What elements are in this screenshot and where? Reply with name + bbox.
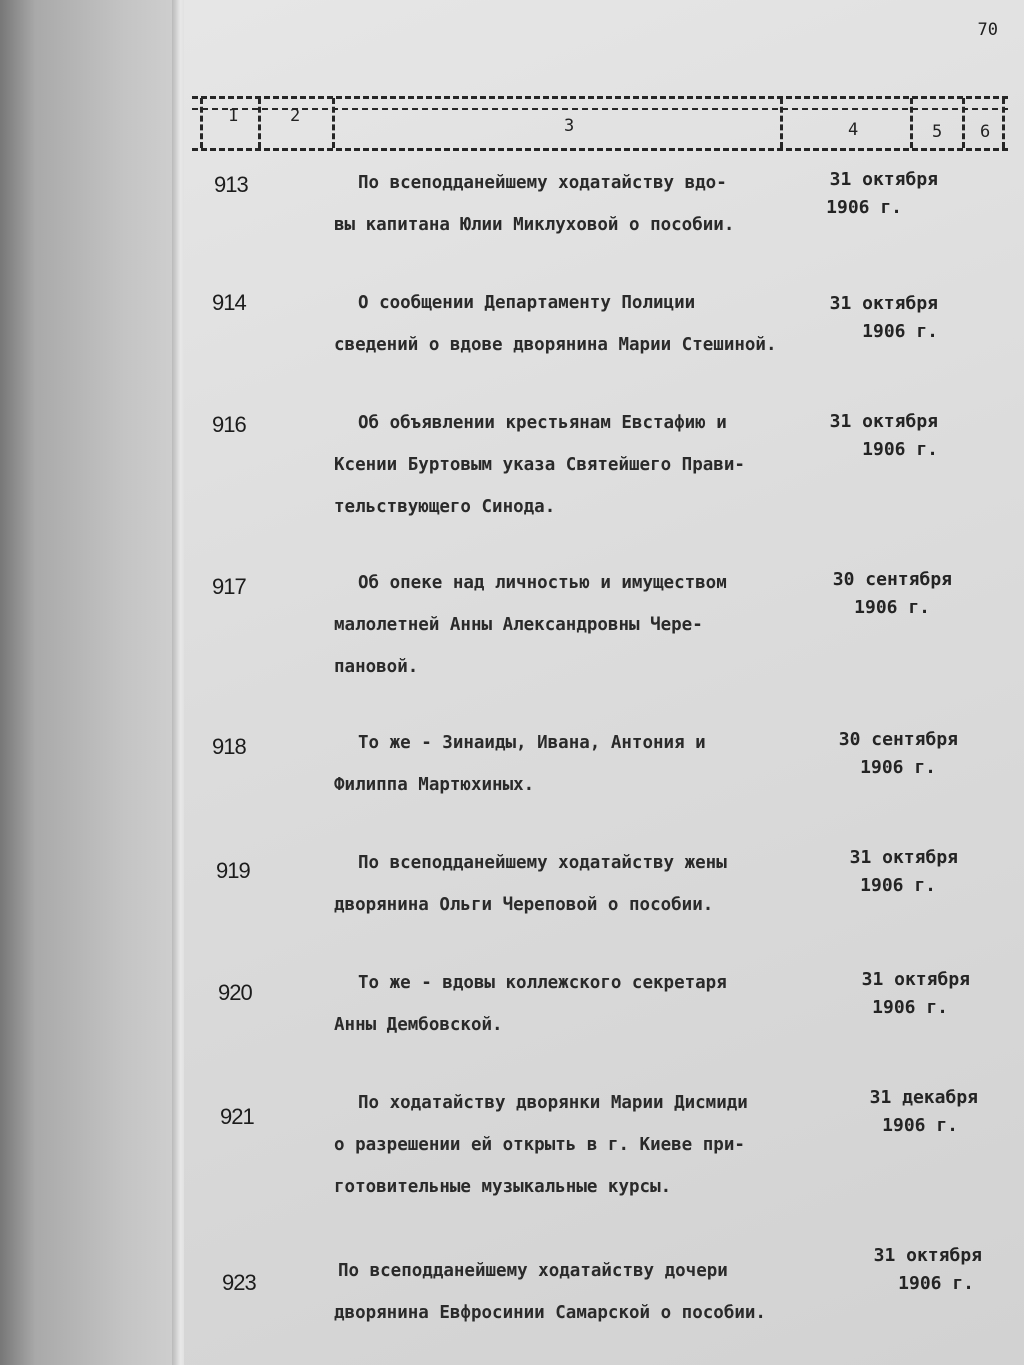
header-top-rule [192,96,1008,99]
header-divider [332,98,335,148]
entry-text-line: тельствующего Синода. [334,497,556,517]
entry-number: 917 [212,574,246,599]
header-bottom-rule [192,148,1008,151]
column-header-1: 1 [228,106,239,126]
entry-date-day: 31 октября [849,847,958,868]
entry-number: 916 [212,412,246,437]
column-header-2: 2 [290,106,301,126]
entry-text-line: готовительные музыкальные курсы. [334,1177,672,1197]
entry-date-year: 1906 г. [872,997,948,1018]
entry-number: 918 [212,734,246,759]
entry-text-line: То же - вдовы коллежского секретаря [358,973,727,993]
entry-text-line: Об объявлении крестьянам Евстафию и [358,413,727,433]
entry-date-day: 30 сентября [838,729,958,750]
entry-date [840,966,970,1022]
entry-date [808,408,938,464]
column-header-row [192,96,1008,152]
entry-text-line: о разрешении ей открыть в г. Киеве при- [334,1135,745,1155]
column-header-5: 5 [932,122,943,142]
column-header-3: 3 [564,116,575,136]
entry-number: 921 [220,1104,254,1129]
entry-text-line: По всеподданейшему ходатайству дочери [338,1261,728,1281]
entry-text-line: малолетней Анны Александровны Чере- [334,615,703,635]
entry-number: 919 [216,858,250,883]
entry-date-day: 31 октября [873,1245,982,1266]
entry-number: 923 [222,1270,256,1295]
column-header-4: 4 [848,120,859,140]
entry-date-day: 30 сентября [832,569,952,590]
entry-date-year: 1906 г. [862,321,938,342]
entry-text-line: Ксении Буртовым указа Святейшего Прави- [334,455,745,475]
entry-text-line: вы капитана Юлии Миклуховой о пособии. [334,215,735,235]
entry-description [334,282,804,366]
header-divider [910,98,913,148]
entry-date-year: 1906 г. [826,197,902,218]
entry-date [848,1242,982,1298]
column-header-6: 6 [980,122,991,142]
header-divider [1002,98,1005,148]
entry-text-line: То же - Зинаиды, Ивана, Антония и [358,733,706,753]
left-page-edge [0,0,178,1365]
header-inner-rule [192,108,1008,110]
entry-description [334,562,804,688]
entry-text-line: Анны Дембовской. [334,1015,503,1035]
entry-number: 920 [218,980,252,1005]
entry-date [818,726,958,782]
entry-date [844,1084,978,1140]
entry-date-year: 1906 г. [898,1273,974,1294]
entry-date [788,290,938,346]
entry-description [334,842,804,926]
entry-text-line: По всеподданейшему ходатайству жены [358,853,727,873]
entry-date-year: 1906 г. [862,439,938,460]
entry-text-line: Об опеке над личностью и имуществом [358,573,727,593]
entry-description [334,962,804,1046]
entry-text-line: По всеподданейшему ходатайству вдо- [358,173,727,193]
header-divider [258,98,261,148]
header-divider [962,98,965,148]
entry-text-line: дворянина Евфросинии Самарской о пособии. [334,1303,766,1323]
entry-date [808,166,938,222]
entry-date-year: 1906 г. [882,1115,958,1136]
entry-description [334,402,804,528]
page-number: 70 [977,20,998,40]
entry-date-day: 31 октября [829,411,938,432]
entry-date-year: 1906 г. [854,597,930,618]
entry-date-year: 1906 г. [860,757,936,778]
entry-description [334,162,804,246]
entry-date-day: 31 октября [829,293,938,314]
entry-date [812,566,952,622]
entry-description [334,722,804,806]
entry-text-line: По ходатайству дворянки Марии Дисмиди [358,1093,748,1113]
entry-number: 913 [214,172,248,197]
header-divider [780,98,783,148]
entry-date-day: 31 октября [861,969,970,990]
entry-date [828,844,958,900]
entry-date-day: 31 октября [829,169,938,190]
entry-text-line: сведений о вдове дворянина Марии Стешиной. [334,335,777,355]
header-divider [200,98,203,148]
entry-text-line: О сообщении Департаменту Полиции [358,293,696,313]
entry-date-year: 1906 г. [860,875,936,896]
entry-description [334,1250,804,1334]
entry-text-line: пановой. [334,657,419,677]
entry-number: 914 [212,290,246,315]
register-page [184,0,1024,1365]
entry-text-line: дворянина Ольги Череповой о пособии. [334,895,714,915]
entry-date-day: 31 декабря [869,1087,978,1108]
entry-text-line: Филиппа Мартюхиных. [334,775,535,795]
entry-description [334,1082,804,1208]
